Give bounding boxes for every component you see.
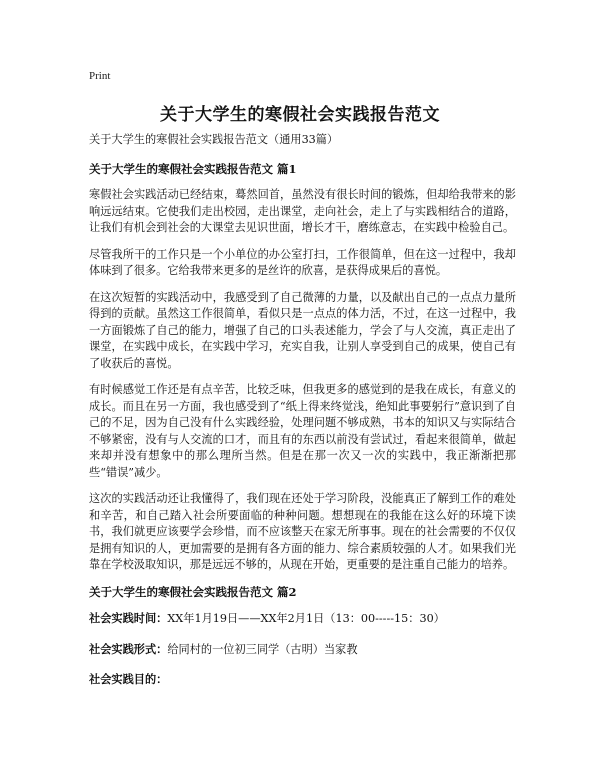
paragraph: 尽管我所干的工作只是一个小单位的办公室打扫，工作很简单，但在这一过程中，我却体味到了很多。它给我带来更多的是丝许的欣喜，是获得成果后的喜悦。 [89, 247, 516, 277]
paragraph: 有时候感觉工作还是有点辛苦，比较乏味，但我更多的感觉到的是我在成长，有意义的成长。而且在另一方面，我也感受到了“纸上得来终觉浅，绝知此事要躬行”意识到了自己的不足，因为自己没有什么实践经验，处理问题不够成熟，书本的知识又与实际结合不够紧密，没有与人交流的口才，而且有的东西以前没有尝试过，看起来很简单，做起来却并没有想象中的那么理所当然。但是在那一次又一次的实践中，我正渐渐把那些“错误”减少。 [89, 383, 516, 479]
practice-purpose-field [89, 671, 516, 689]
section-1 [89, 161, 516, 574]
paragraph: 在这次短暂的实践活动中，我感受到了自己微薄的力量，以及献出自己的一点点力量所得到的贡献。虽然这工作很简单，看似只是一点点的体力活，不过，在这一过程中，我一方面锻炼了自己的能力，增强了自己的口头表述能力，学会了与人交流，真正走出了课堂，在实践中成长，在实践中学习，充实自我，让别人享受到自己的成果，使自己有了收获后的喜悦。 [89, 290, 516, 370]
document-title: 关于大学生的寒假社会实践报告范文 [160, 105, 440, 125]
field-label: 社会实践时间： [89, 611, 168, 625]
print-link[interactable]: Print [89, 70, 111, 82]
section-2 [89, 584, 516, 689]
document-subtitle: 关于大学生的寒假社会实践报告范文（通用33篇） [89, 133, 339, 146]
section-heading: 关于大学生的寒假社会实践报告范文 篇2 [89, 584, 297, 599]
paragraph: 这次的实践活动还让我懂得了，我们现在还处于学习阶段，没能真正了解到工作的难处和辛苦，和自己踏入社会所要面临的种种问题。想想现在的我能在这么好的环境下读书，我们就更应该要学会珍惜，而不应该整天在家无所事事。现在的社会需要的不仅仅是拥有知识的人，更加需要的是拥有各方面的能力、综合素质较强的人才。如果我们光靠在学校汲取知识，那是远远不够的，从现在开始，更重要的是注重自己能力的培养。 [89, 492, 516, 571]
practice-form-field [89, 641, 516, 659]
paragraph: 寒假社会实践活动已经结束，蓦然回首，虽然没有很长时间的锻炼，但却给我带来的影响远远结束。它使我们走出校园，走出课堂，走向社会，走上了与实践相结合的道路，让我们有机会到社会的大课堂去见识世面，增长才干，磨练意志，在实践中检验自己。 [89, 188, 516, 234]
document-body [89, 132, 516, 702]
field-value: XX年1月19日——XX年2月1日（13：00-----15：30） [167, 612, 445, 625]
field-label: 社会实践目的： [89, 672, 168, 686]
field-label: 社会实践形式： [89, 641, 168, 656]
section-heading: 关于大学生的寒假社会实践报告范文 篇1 [89, 161, 297, 176]
practice-time-field [89, 610, 516, 628]
field-value: 给同村的一位初三同学（古明）当家教 [167, 642, 358, 656]
